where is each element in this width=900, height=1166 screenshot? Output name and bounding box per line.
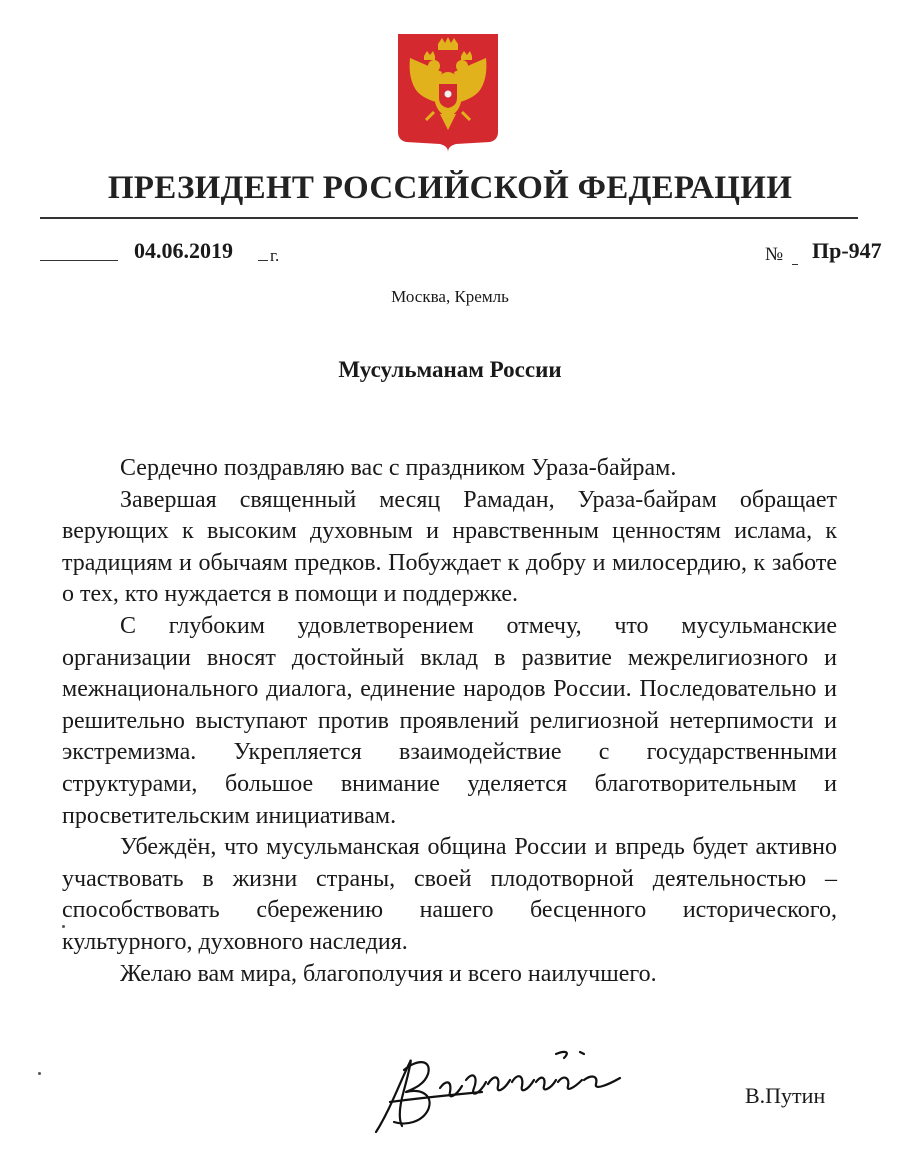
scan-speck bbox=[62, 925, 65, 928]
document-number: Пр-947 bbox=[812, 238, 882, 263]
title-rule bbox=[40, 217, 858, 219]
scan-speck bbox=[38, 1072, 41, 1075]
signer-name: В.Путин bbox=[745, 1083, 826, 1108]
coat-of-arms-icon bbox=[396, 32, 500, 152]
paragraph: Желаю вам мира, благополучия и всего наилучшего. bbox=[120, 960, 657, 987]
place-of-issue: Москва, Кремль bbox=[391, 287, 509, 306]
letter-body bbox=[62, 453, 837, 990]
number-underline bbox=[792, 264, 798, 265]
date-underline-tail bbox=[258, 260, 268, 261]
document-date: 04.06.2019 bbox=[134, 238, 233, 263]
paragraph: Завершая священный месяц Рамадан, Ураза-байрам обращает верующих к высоким духовным и нравственным ценностям ислама, к традициям и обычаям предков. Побуждает к добру и милосердию, к заботе о тех, кто нуждается в помощи и поддержке. bbox=[62, 486, 837, 608]
date-underline bbox=[40, 260, 118, 261]
letter-heading: Мусульманам России bbox=[338, 357, 562, 382]
year-suffix: г. bbox=[270, 246, 280, 265]
paragraph: Убеждён, что мусульманская община России и впредь будет активно участвовать в жизни страны, своей плодотворной деятельностью – способствовать сбережению нашего бесценного исторического, культурного, духовного наследия. bbox=[62, 834, 837, 955]
signature-icon bbox=[370, 1040, 650, 1140]
paragraph: Сердечно поздравляю вас с праздником Ураза-байрам. bbox=[120, 455, 677, 481]
paragraph: С глубоким удовлетворением отмечу, что мусульманские организации вносят достойный вклад в развитие межрелигиозного и межнационального диалога, единение народов России. Последовательно и решительно выступают против проявлений религиозной нетерпимости и экстремизма. Укрепляется взаимодействие с государственными структурами, большое внимание уделяется благотворительным и просветительским инициативам. bbox=[62, 612, 837, 829]
number-label: № bbox=[765, 244, 784, 265]
document-title: ПРЕЗИДЕНТ РОССИЙСКОЙ ФЕДЕРАЦИИ bbox=[107, 170, 793, 206]
